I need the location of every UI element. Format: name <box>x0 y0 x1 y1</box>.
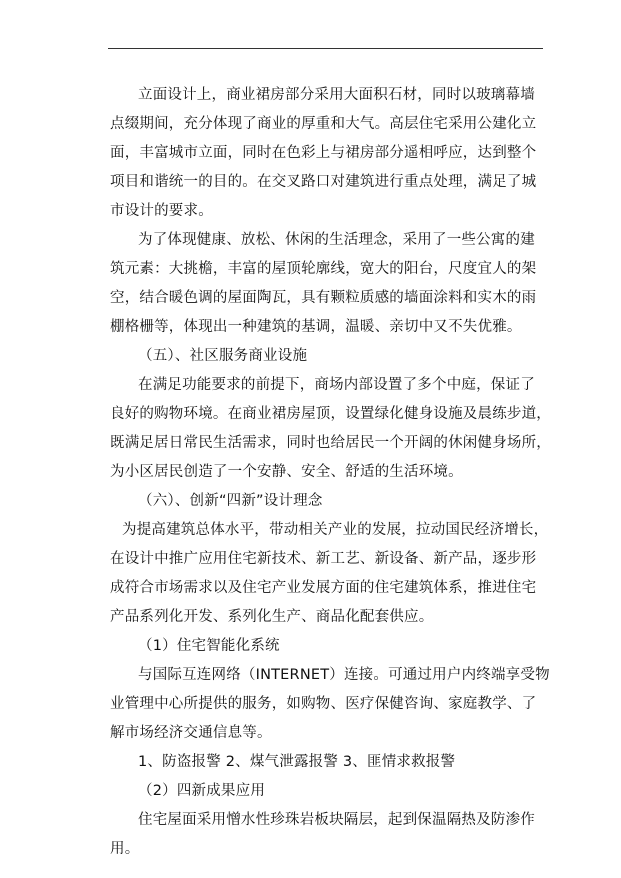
text-line: 既满足居日常民生活需求，同时也给居民一个开阔的休闲健身场所， <box>110 435 551 451</box>
text-line: 良好的购物环境。在商业裙房屋顶，设置绿化健身设施及晨练步道， <box>110 406 551 422</box>
section-heading: （五）、社区服务商业设施 <box>138 348 308 364</box>
text-line: 用。 <box>110 841 140 857</box>
alarm-list: 1、防盗报警 2、煤气泄露报警 3、匪情求救报警 <box>138 754 456 770</box>
text-line: 住宅屋面采用憎水性珍珠岩板块隔层，起到保温隔热及防渗作 <box>138 812 535 828</box>
text-line: 项目和谐统一的目的。在交叉路口对建筑进行重点处理，满足了城 <box>110 174 537 190</box>
text-line: 筑元素：大挑檐，丰富的屋顶轮廓线，宽大的阳台，尺度宜人的架 <box>110 261 537 277</box>
text-line: 解市场经济交通信息等。 <box>110 725 272 741</box>
header-rule <box>108 48 543 49</box>
text-line: 棚格栅等，体现出一种建筑的基调，温暖、亲切中又不失优雅。 <box>110 319 522 335</box>
text-line: 产品系列化开发、系列化生产、商品化配套供应。 <box>110 609 434 625</box>
subsection-heading: （1）住宅智能化系统 <box>138 638 280 654</box>
text-line: 业管理中心所提供的服务，如购物、医疗保健咨询、家庭教学、了 <box>110 696 537 712</box>
text-line: 与国际互连网络（INTERNET）连接。可通过用户内终端享受物 <box>138 667 550 683</box>
text-line: 在设计中推广应用住宅新技术、新工艺、新设备、新产品，逐步形 <box>110 551 537 567</box>
text-line: 空，结合暖色调的屋面陶瓦，具有颗粒质感的墙面涂料和实木的雨 <box>110 290 537 306</box>
section-heading: （六）、创新“四新”设计理念 <box>138 493 323 509</box>
subsection-heading: （2）四新成果应用 <box>138 783 266 799</box>
text-line: 为提高建筑总体水平，带动相关产业的发展，拉动国民经济增长， <box>122 522 549 538</box>
text-line: 在满足功能要求的前提下，商场内部设置了多个中庭，保证了 <box>138 377 535 393</box>
text-line: 面，丰富城市立面，同时在色彩上与裙房部分遥相呼应，达到整个 <box>110 145 537 161</box>
text-line: 成符合市场需求以及住宅产业发展方面的住宅建筑体系，推进住宅 <box>110 580 537 596</box>
text-line: 为小区居民创造了一个安静、安全、舒适的生活环境。 <box>110 464 463 480</box>
text-line: 为了体现健康、放松、休闲的生活理念，采用了一些公寓的建 <box>138 232 535 248</box>
text-line: 市设计的要求。 <box>110 203 213 219</box>
text-line: 立面设计上，商业裙房部分采用大面积石材，同时以玻璃幕墙 <box>138 87 535 103</box>
text-line: 点缀期间，充分体现了商业的厚重和大气。高层住宅采用公建化立 <box>110 116 537 132</box>
